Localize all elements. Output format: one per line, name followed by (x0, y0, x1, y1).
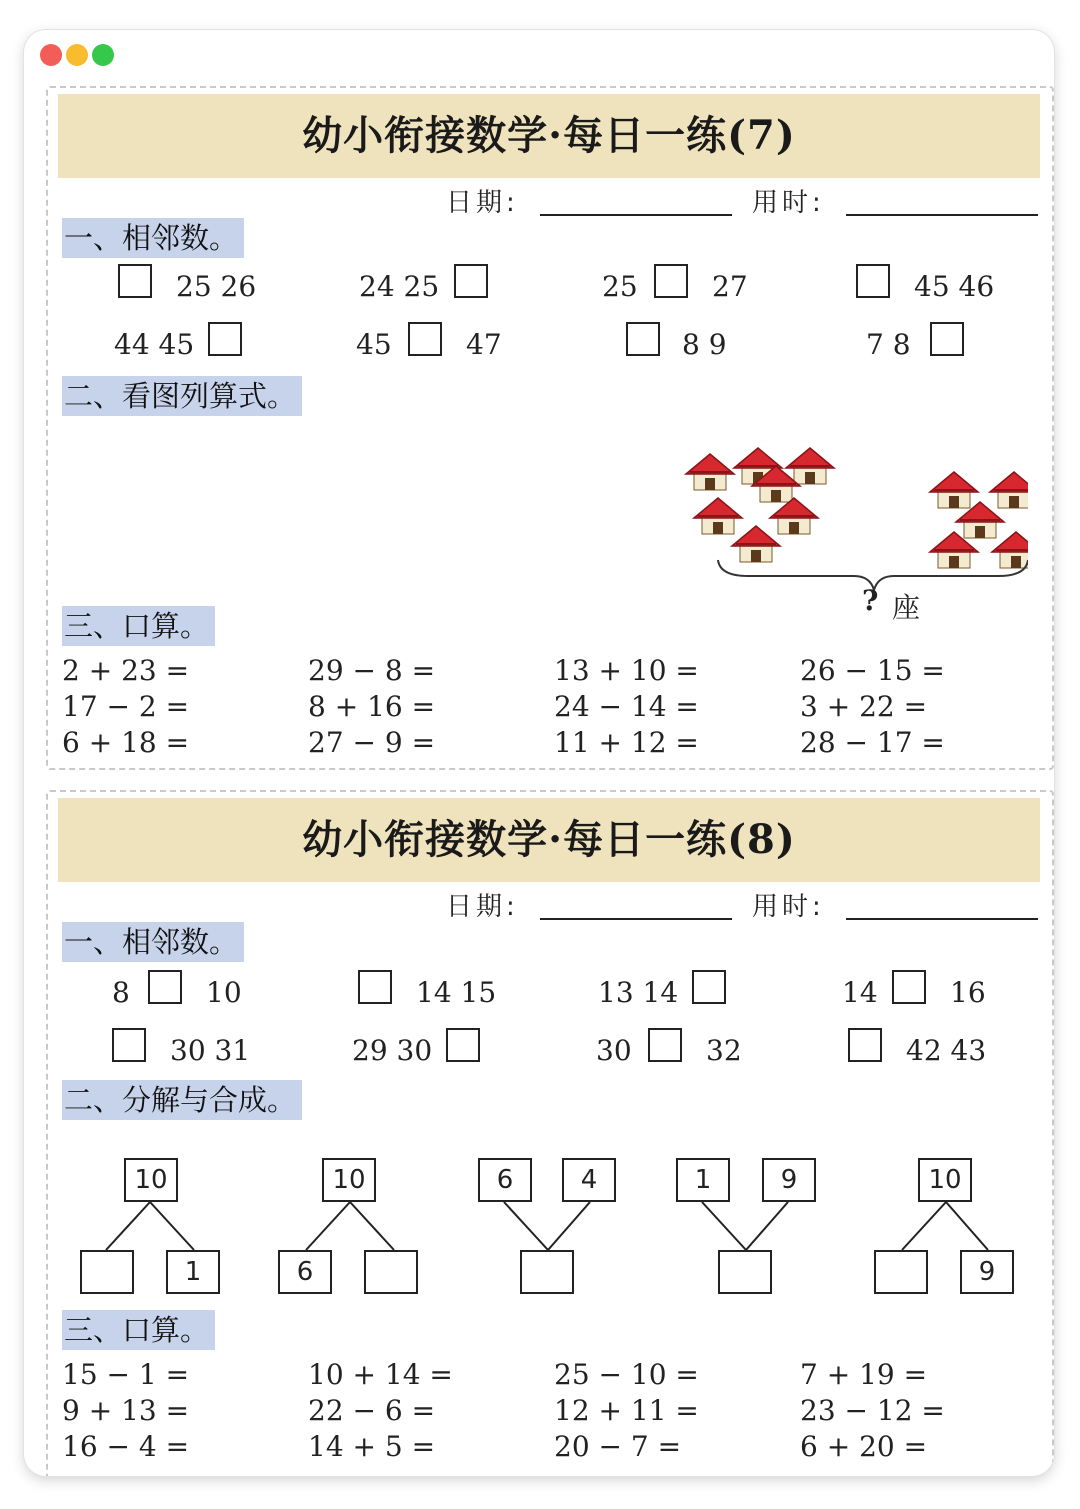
equation: 17 − 2 = (62, 690, 190, 723)
equation: 8 + 16 = (308, 690, 436, 723)
equation: 3 + 22 = (800, 690, 928, 723)
bond-part-input[interactable] (874, 1250, 928, 1294)
equation: 27 − 9 = (308, 726, 436, 759)
number-pair: 42 43 (906, 1034, 987, 1067)
worksheet-title: 幼小衔接数学·每日一练(8) (58, 798, 1040, 882)
time-label: 用时: (752, 892, 825, 922)
equation: 23 − 12 = (800, 1394, 945, 1427)
houses-picture (658, 414, 1028, 594)
house-icon (990, 472, 1028, 508)
bond-part: 6 (478, 1158, 532, 1202)
equation: 28 − 17 = (800, 726, 945, 759)
equation: 10 + 14 = (308, 1358, 453, 1391)
number: 14 (842, 976, 878, 1009)
equation: 7 + 19 = (800, 1358, 928, 1391)
equation: 15 − 1 = (62, 1358, 190, 1391)
section-mental-math: 三、口算。 (62, 1310, 215, 1350)
equation: 12 + 11 = (554, 1394, 699, 1427)
house-icon (770, 498, 818, 534)
answer-box[interactable] (454, 264, 488, 298)
bond-whole: 10 (918, 1158, 972, 1202)
equation: 2 + 23 = (62, 654, 190, 687)
number: 27 (712, 270, 748, 303)
house-icon (930, 472, 978, 508)
bond-whole: 10 (124, 1158, 178, 1202)
question-mark: ? (862, 584, 879, 617)
equation: 20 − 7 = (554, 1430, 682, 1463)
section-mental-math: 三、口算。 (62, 606, 215, 646)
equation: 6 + 20 = (800, 1430, 928, 1463)
number: 47 (466, 328, 502, 361)
bond-part: 1 (676, 1158, 730, 1202)
answer-box[interactable] (208, 322, 242, 356)
unit-label: 座 (892, 591, 921, 624)
bond-part-input[interactable] (80, 1250, 134, 1294)
answer-box[interactable] (408, 322, 442, 356)
number-pair: 24 25 (359, 270, 440, 303)
equation: 16 − 4 = (62, 1430, 190, 1463)
time-label: 用时: (752, 188, 825, 218)
house-icon (992, 532, 1028, 568)
answer-box[interactable] (654, 264, 688, 298)
section-adjacent-numbers: 一、相邻数。 (62, 218, 244, 258)
close-dot-icon[interactable] (40, 44, 62, 66)
number: 32 (706, 1034, 742, 1067)
bond-whole-input[interactable] (718, 1250, 772, 1294)
time-line (846, 214, 1038, 216)
app-window (24, 30, 1054, 1476)
section-decompose-compose: 二、分解与合成。 (62, 1080, 302, 1120)
answer-box[interactable] (118, 264, 152, 298)
number: 25 (602, 270, 638, 303)
bond-part-input[interactable] (364, 1250, 418, 1294)
section-picture-equation: 二、看图列算式。 (62, 376, 302, 416)
bond-part: 4 (562, 1158, 616, 1202)
equation: 11 + 12 = (554, 726, 699, 759)
house-icon (786, 448, 834, 484)
equation: 25 − 10 = (554, 1358, 699, 1391)
house-icon (694, 498, 742, 534)
worksheet-7 (46, 86, 1054, 770)
number: 45 (356, 328, 392, 361)
minimize-dot-icon[interactable] (66, 44, 88, 66)
number-pair: 44 45 (114, 328, 195, 361)
answer-box[interactable] (626, 322, 660, 356)
bond-part: 6 (278, 1250, 332, 1294)
answer-box[interactable] (856, 264, 890, 298)
number: 16 (950, 976, 986, 1009)
date-label: 日期: (446, 188, 519, 218)
bond-part: 9 (960, 1250, 1014, 1294)
bond-part: 9 (762, 1158, 816, 1202)
number-pair: 30 31 (170, 1034, 251, 1067)
worksheet-title: 幼小衔接数学·每日一练(7) (58, 94, 1040, 178)
number-pair: 8 9 (682, 328, 727, 361)
answer-box[interactable] (930, 322, 964, 356)
number-pair: 13 14 (598, 976, 679, 1009)
number-pair: 25 26 (176, 270, 257, 303)
equation: 13 + 10 = (554, 654, 699, 687)
equation: 26 − 15 = (800, 654, 945, 687)
equation: 9 + 13 = (62, 1394, 190, 1427)
bond-whole-input[interactable] (520, 1250, 574, 1294)
window-controls (40, 44, 114, 66)
date-label: 日期: (446, 892, 519, 922)
equation: 24 − 14 = (554, 690, 699, 723)
number: 10 (206, 976, 242, 1009)
house-icon (732, 526, 780, 562)
number-pair: 29 30 (352, 1034, 433, 1067)
equation: 14 + 5 = (308, 1430, 436, 1463)
number-pair: 45 46 (914, 270, 995, 303)
number: 8 (112, 976, 130, 1009)
bond-part: 1 (166, 1250, 220, 1294)
equation: 6 + 18 = (62, 726, 190, 759)
number: 30 (596, 1034, 632, 1067)
house-icon (686, 454, 734, 490)
worksheet-8 (46, 790, 1054, 1476)
equation: 22 − 6 = (308, 1394, 436, 1427)
equation: 29 − 8 = (308, 654, 436, 687)
maximize-dot-icon[interactable] (92, 44, 114, 66)
bond-whole: 10 (322, 1158, 376, 1202)
date-line (540, 214, 732, 216)
number-pair: 7 8 (866, 328, 911, 361)
section-adjacent-numbers: 一、相邻数。 (62, 922, 244, 962)
number-pair: 14 15 (416, 976, 497, 1009)
